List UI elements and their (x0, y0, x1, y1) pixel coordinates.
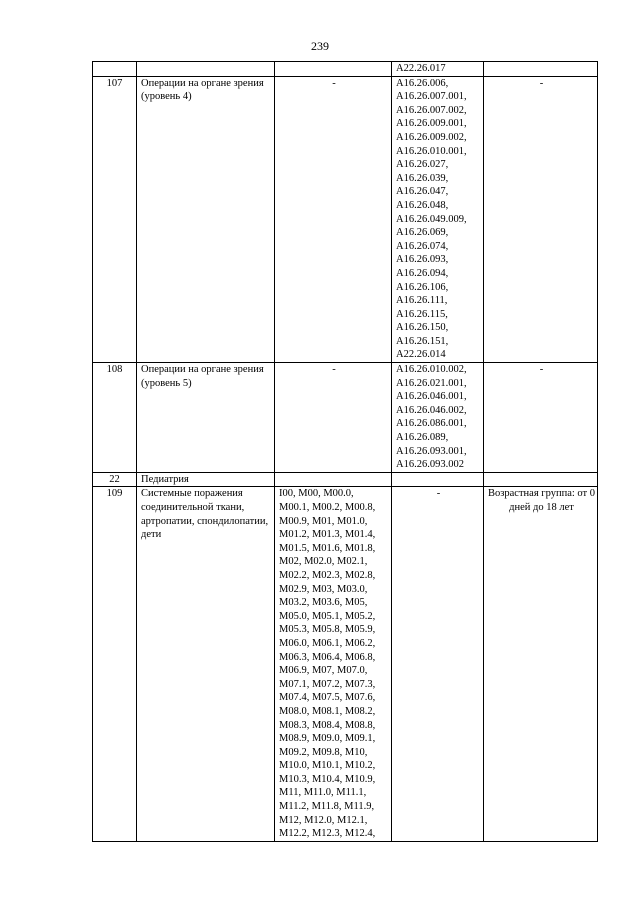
service-code: A16.26.010.001, (396, 145, 467, 157)
section-title: Педиатрия (141, 473, 189, 485)
diagnosis-codes: - (332, 364, 336, 376)
diagnosis-code: M09.2, M09.8, M10, (279, 746, 368, 758)
group-number: 108 (106, 364, 123, 376)
service-code: A16.26.106, (396, 281, 449, 293)
cell-diagnosis (275, 76, 392, 362)
group-name: Операции на органе зрения (уровень 4) (141, 77, 264, 103)
service-code: A16.26.074, (396, 240, 449, 252)
cell-num (93, 76, 137, 362)
cell-other (484, 487, 598, 841)
service-code: A22.26.014 (396, 349, 446, 361)
group-number: 107 (106, 77, 123, 89)
cell-name (137, 62, 275, 77)
cell-service-codes (392, 62, 484, 77)
diagnosis-code: M10.3, M10.4, M10.9, (279, 773, 376, 785)
service-code: A16.26.089, (396, 432, 449, 444)
cell-num (93, 487, 137, 841)
diagnosis-code: M03.2, M03.6, M05, (279, 597, 368, 609)
service-code: A16.26.150, (396, 322, 449, 334)
diagnosis-code: M01.5, M01.6, M01.8, (279, 542, 376, 554)
diagnosis-code: M00.1, M00.2, M00.8, (279, 502, 376, 513)
service-code: A16.26.047, (396, 186, 449, 198)
service-code: A16.26.049.009, (396, 213, 467, 225)
diagnosis-code: M11.2, M11.8, M11.9, (279, 801, 375, 813)
service-code: A16.26.086.001, (396, 418, 467, 430)
service-code: A16.26.009.001, (396, 118, 467, 130)
service-code: A16.26.010.002, (396, 364, 467, 376)
service-code: A16.26.115, (396, 308, 448, 320)
service-code: A16.26.111, (396, 295, 448, 307)
diagnosis-code: M07.1, M07.2, M07.3, (279, 678, 376, 690)
cell-diagnosis (275, 363, 392, 473)
diagnosis-code: M05.3, M05.8, M05.9, (279, 624, 376, 636)
diagnosis-code: M02, M02.0, M02.1, (279, 556, 368, 568)
cell-other (484, 76, 598, 362)
section-number: 22 (109, 473, 120, 485)
diagnosis-code: M06.0, M06.1, M06.2, (279, 637, 376, 649)
service-code: A16.26.007.002, (396, 104, 467, 116)
diagnosis-code: M08.9, M09.0, M09.1, (279, 733, 376, 745)
cell-num (93, 62, 137, 77)
cell-name (137, 472, 275, 487)
group-number: 109 (106, 488, 123, 500)
cell-service-codes (392, 76, 484, 362)
table-row (93, 76, 598, 362)
diagnosis-code: M12, M12.0, M12.1, (279, 814, 368, 826)
service-code: A16.26.048, (396, 199, 449, 211)
service-code: A16.26.069, (396, 227, 449, 239)
table-row (93, 62, 598, 77)
cell-num (93, 363, 137, 473)
diagnosis-code: M07.4, M07.5, M07.6, (279, 692, 376, 704)
service-code: A16.26.039, (396, 172, 449, 184)
group-name: Системные поражения соединительной ткани, артропатии, спондилопатии, дети (141, 488, 269, 541)
service-code: A16.26.151, (396, 335, 449, 347)
diagnosis-code: M06.9, M07, M07.0, (279, 665, 368, 677)
service-code: A16.26.007.001, (396, 91, 467, 103)
service-code: A16.26.027, (396, 159, 449, 171)
service-code: A16.26.006, (396, 77, 449, 89)
cell-num (93, 472, 137, 487)
service-code: A16.26.093, (396, 254, 449, 266)
group-name: Операции на органе зрения (уровень 5) (141, 364, 264, 389)
diagnosis-code: M01.2, M01.3, M01.4, (279, 529, 376, 541)
cell-name (137, 363, 275, 473)
other-criteria: Возрастная группа: от 0 дней до 18 лет (488, 488, 595, 513)
diagnosis-code: M08.3, M08.4, M08.8, (279, 719, 376, 731)
diagnosis-code: M11, M11.0, M11.1, (279, 787, 367, 799)
service-code: A16.26.046.002, (396, 404, 467, 416)
cell-other (484, 62, 598, 77)
other-criteria: - (539, 364, 544, 376)
diagnosis-code: M00.9, M01, M01.0, (279, 515, 368, 527)
service-code: A16.26.046.001, (396, 391, 467, 403)
table-row (93, 487, 598, 841)
cell-other (484, 363, 598, 473)
table-row (93, 363, 598, 473)
diagnosis-code: M05.0, M05.1, M05.2, (279, 610, 376, 622)
cell-name (137, 487, 275, 841)
cell-service-codes (392, 472, 484, 487)
cell-diagnosis (275, 472, 392, 487)
service-code: A16.26.094, (396, 267, 449, 279)
cell-diagnosis (275, 487, 392, 841)
page-number: 239 (311, 39, 329, 53)
cell-name (137, 76, 275, 362)
diagnosis-code: M08.0, M08.1, M08.2, (279, 705, 376, 717)
cell-diagnosis (275, 62, 392, 77)
diagnosis-code: M02.2, M02.3, M02.8, (279, 569, 376, 581)
service-code: A16.26.009.002, (396, 131, 467, 143)
service-code: A22.26.017 (396, 63, 446, 74)
service-code: A16.26.093.001, (396, 445, 467, 457)
tariff-table (92, 61, 598, 842)
service-codes: - (436, 488, 441, 500)
other-criteria: - (539, 77, 544, 89)
diagnosis-code: I00, M00, M00.0, (279, 488, 354, 500)
cell-service-codes (392, 487, 484, 841)
cell-service-codes (392, 363, 484, 473)
diagnosis-code: M06.3, M06.4, M06.8, (279, 651, 376, 663)
table-row (93, 472, 598, 487)
diagnosis-code: M12.2, M12.3, M12.4, (279, 828, 376, 840)
diagnosis-code: M10.0, M10.1, M10.2, (279, 760, 376, 772)
service-code: A16.26.093.002 (396, 459, 464, 471)
diagnosis-code: M02.9, M03, M03.0, (279, 583, 368, 595)
diagnosis-codes: - (332, 77, 336, 89)
cell-other (484, 472, 598, 487)
service-code: A16.26.021.001, (396, 377, 467, 389)
